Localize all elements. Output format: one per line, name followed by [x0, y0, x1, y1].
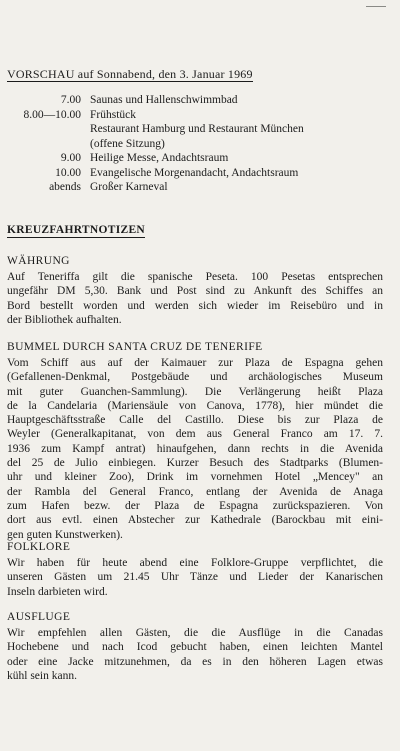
schedule-time: 8.00—10.00: [23, 108, 81, 121]
schedule-text: Frühstück: [90, 108, 136, 121]
schedule-text: Heilige Messe, Andachtsraum: [90, 152, 229, 164]
text-line: unseren Gästen um 21.45 Uhr Tänze und Lieder der Kanarischen: [7, 571, 383, 584]
text-line: kühl sein kann.: [7, 669, 77, 682]
schedule-row: [0, 166, 400, 181]
schedule-row: [0, 93, 400, 108]
schedule-text: Saunas und Hallenschwimmbad: [90, 94, 238, 106]
text-line: (Gefallenen-Denkmal, Postgebäude und archäologisches Museum: [7, 371, 383, 384]
text-line: Wir haben für heute abend eine Folklore-Gruppe verpflichtet, die: [7, 557, 383, 569]
schedule-time: abends: [49, 181, 81, 193]
text-line: uhr und kleiner Zoo), Drink im vornehmen Hotel „Mencey" an: [7, 471, 383, 484]
section-heading-excursions: AUSFLUGE: [7, 611, 71, 623]
section-heading-folklore: FOLKLORE: [7, 541, 71, 553]
text-line: Auf Teneriffa gilt die spanische Peseta. 100 Pesetas entsprechen: [7, 271, 383, 283]
text-line: ungefähr DM 5,30. Bank und Post sind zu Ankunft des Schiffes an: [7, 285, 383, 298]
edge-mark: [366, 6, 386, 7]
schedule-row: [0, 180, 400, 195]
text-line: gen guten Kunstwerken).: [7, 528, 123, 541]
text-line: der Rambla del General Franco, entlang der Avenida de Anaga: [7, 485, 383, 498]
text-line: Bord bestellt worden und werden sich wieder im Reisebüro und in: [7, 299, 383, 312]
text-line: Hochebene und nach Icod gebucht haben, einen leichten Mantel: [7, 641, 383, 654]
text-line: Wir empfehlen allen Gästen, die die Ausflüge in die Canadas: [7, 627, 383, 639]
section-body-currency: [7, 270, 383, 327]
schedule-time: 10.00: [55, 166, 81, 179]
schedule-text: (offene Sitzung): [90, 137, 165, 150]
schedule-time: 9.00: [60, 152, 81, 164]
section-body-folklore: [7, 556, 383, 599]
section-body-excursions: [7, 626, 383, 683]
text-line: de la Candelaria (Mariensäule von Canova, 1778), hier mündet die: [7, 399, 383, 412]
cruise-notes-title: KREUZFAHRTNOTIZEN: [7, 224, 146, 236]
text-line: Weyler (Generalkapitanat, von dem aus General Franco am 17. 7.: [7, 428, 383, 441]
text-line: Vom Schiff aus auf der Kaimauer zur Plaza de Espagna gehen: [7, 357, 383, 369]
section-body-stroll: [7, 356, 383, 542]
schedule-row: [0, 137, 400, 152]
schedule-list: [0, 93, 400, 195]
schedule-text: Großer Karneval: [90, 181, 168, 193]
schedule-text: Restaurant Hamburg und Restaurant München: [90, 123, 304, 135]
text-line: Inseln darbieten wird.: [7, 585, 108, 598]
text-line: der Bibliothek aufhalten.: [7, 313, 122, 326]
text-line: del 25 de Julio einbiegen. Kurzer Besuch des Stadtparks (Blumen-: [7, 457, 383, 470]
schedule-row: [0, 108, 400, 123]
section-heading-currency: WÄHRUNG: [7, 255, 70, 267]
text-line: Hauptgeschäftsstraße Calle del Castillo. Diese bis zur Plaza de: [7, 414, 383, 427]
text-line: oder eine Jacke mitzunehmen, da es in den höheren Lagen etwas: [7, 655, 383, 668]
schedule-row: [0, 151, 400, 166]
preview-title: VORSCHAU auf Sonnabend, den 3. Januar 1969: [7, 67, 253, 81]
schedule-text: Evangelische Morgenandacht, Andachtsraum: [90, 166, 299, 179]
text-line: mit guter Guanchen-Sammlung). Die Verlängerung heißt Plaza: [7, 385, 383, 398]
text-line: dort aus evtl. einen Abstecher zur Kathedrale (Barockbau mit eini-: [7, 514, 383, 527]
text-line: 1936 zum Kampf antrat) hinaufgehen, dann rechts in die Avenida: [7, 442, 383, 455]
section-heading-stroll: BUMMEL DURCH SANTA CRUZ DE TENERIFE: [7, 341, 263, 353]
schedule-row: [0, 122, 400, 137]
schedule-time: 7.00: [60, 94, 81, 106]
text-line: zum Hafen bezw. der Plaza de Espagna zurückspazieren. Von: [7, 499, 383, 512]
